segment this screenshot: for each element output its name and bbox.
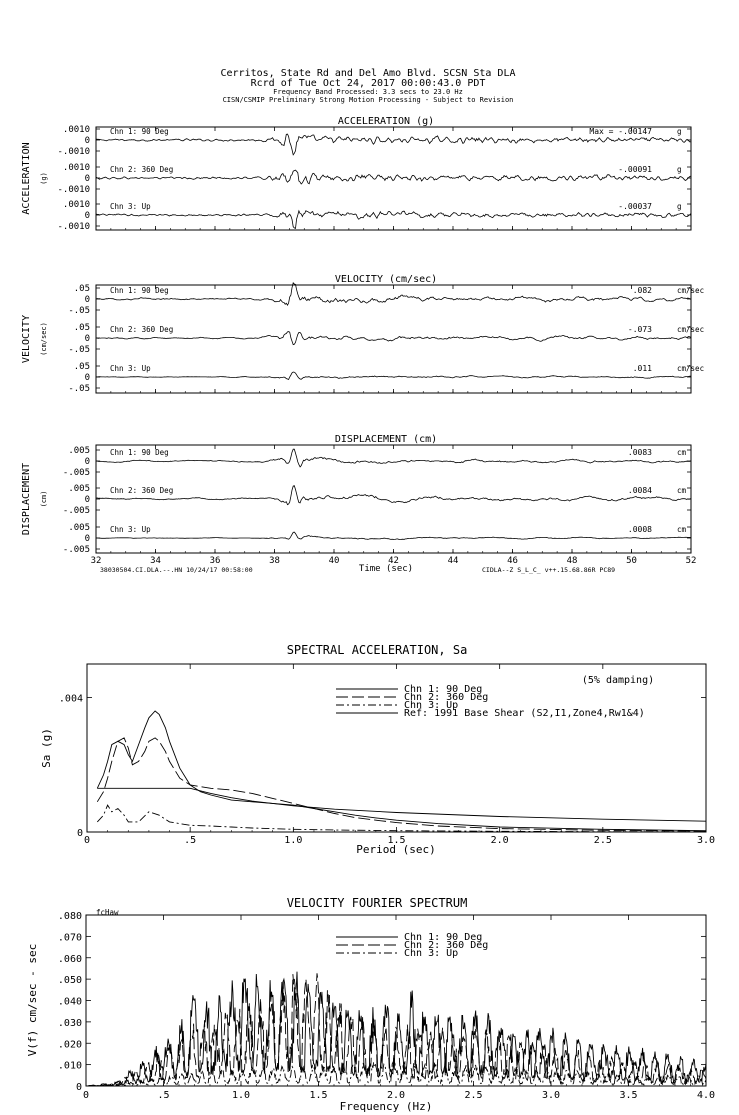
tick-label: 0 <box>84 334 90 344</box>
sa-series-line-2 <box>97 738 706 831</box>
time-tick-label: 36 <box>209 556 221 566</box>
disp-channel-2 <box>63 484 691 516</box>
trace-sections <box>21 116 704 555</box>
time-tick-label: 52 <box>685 556 697 566</box>
channel-label: Chn 1: 90 Deg <box>110 286 169 295</box>
tick-label: -.05 <box>68 384 90 394</box>
sa-xlabel: Period (sec) <box>356 843 436 856</box>
sa-legend-label: Chn 2: 360 Deg <box>404 692 489 703</box>
vel-channel-1 <box>68 283 704 316</box>
channel-label: Chn 2: 360 Deg <box>110 486 174 495</box>
sa-xtick-label: 1.5 <box>387 835 406 846</box>
max-value: Max = -.00147 <box>589 127 652 136</box>
fs-ytick-label: .040 <box>57 996 82 1008</box>
fs-xtick-label: 1.0 <box>231 1090 251 1101</box>
fs-legend-label: Chn 1: 90 Deg <box>404 932 483 943</box>
footer-left: 38030504.CI.DLA.--.HN 10/24/17 00:58:00 <box>100 566 253 574</box>
fs-ytick-label: .070 <box>57 932 82 944</box>
fs-xtick-label: 3.0 <box>541 1090 561 1101</box>
max-unit: cm/sec <box>677 364 705 373</box>
waveform-trace <box>96 170 691 184</box>
channel-label: Chn 3: Up <box>110 202 151 211</box>
time-tick-label: 48 <box>566 556 578 566</box>
header-record: Rcrd of Tue Oct 24, 2017 00:00:43.0 PDT <box>250 78 486 89</box>
fs-legend <box>336 932 488 959</box>
header-band: Frequency Band Processed: 3.3 secs to 23.0 Hz <box>273 88 463 96</box>
fs-ytick-label: .060 <box>57 953 82 965</box>
fs-xtick-label: 4.0 <box>696 1090 716 1101</box>
acc-channel-2 <box>57 163 691 195</box>
time-tick-label: 38 <box>269 556 280 566</box>
fs-legend-label: Chn 2: 360 Deg <box>404 940 489 951</box>
tick-label: -.005 <box>62 468 90 478</box>
tick-label: -.005 <box>62 545 90 555</box>
sa-title: SPECTRAL ACCELERATION, Sa <box>286 643 468 657</box>
tick-label: -.05 <box>68 345 90 355</box>
max-unit: g <box>677 127 682 136</box>
tick-label: .0010 <box>62 200 90 210</box>
acc-unit: (g) <box>40 172 48 185</box>
max-unit: g <box>677 165 682 174</box>
disp-channel-3 <box>63 523 691 555</box>
fs-ylabel: V(f) cm/sec - sec <box>26 943 39 1057</box>
disp-title: DISPLACEMENT (cm) <box>334 434 438 445</box>
fs-corner-label: fcHaw <box>96 908 119 917</box>
disp-unit: (cm) <box>40 490 48 508</box>
tick-label: 0 <box>84 534 90 544</box>
fs-title: VELOCITY FOURIER SPECTRUM <box>286 896 468 910</box>
vel-ylabel: VELOCITY <box>21 314 32 364</box>
max-value: -.073 <box>627 325 652 334</box>
sa-ytick-label: .004 <box>58 693 83 705</box>
waveform-trace <box>96 449 691 467</box>
time-tick-label: 40 <box>328 556 340 566</box>
tick-label: 0 <box>84 373 90 383</box>
vel-unit: (cm/sec) <box>40 322 48 356</box>
acc-ylabel: ACCELERATION <box>21 142 32 215</box>
sa-xtick-label: 3.0 <box>696 835 716 846</box>
sa-legend <box>336 684 645 719</box>
tick-label: -.0010 <box>57 147 90 157</box>
tick-label: .0010 <box>62 125 90 135</box>
sa-ytick-label: 0 <box>76 828 83 839</box>
fs-ytick-label: .010 <box>57 1060 82 1072</box>
sa-xtick-label: 1.0 <box>284 835 303 846</box>
acc-title: ACCELERATION (g) <box>337 116 435 127</box>
trace-section-disp <box>21 434 691 555</box>
trace-section-acc <box>21 116 691 232</box>
waveform-trace <box>96 332 691 345</box>
time-tick-label: 46 <box>507 556 518 566</box>
fs-ytick-label: .080 <box>57 911 82 922</box>
fs-xtick-label: 0 <box>82 1090 90 1101</box>
fs-xtick-label: 3.5 <box>619 1090 638 1101</box>
fs-ytick-label: 0 <box>75 1082 82 1093</box>
fs-xtick-label: 2.5 <box>464 1090 483 1101</box>
header-station: Cerritos, State Rd and Del Amo Blvd. SCSN Sta DLA <box>220 68 516 79</box>
max-unit: cm <box>677 486 687 495</box>
sa-xtick-label: 2.5 <box>593 835 612 846</box>
tick-label: 0 <box>84 457 90 467</box>
waveform-trace <box>96 486 691 505</box>
fs-ytick-label: .020 <box>57 1039 82 1051</box>
max-unit: cm/sec <box>677 325 705 334</box>
tick-label: .05 <box>73 362 90 372</box>
channel-label: Chn 1: 90 Deg <box>110 127 169 136</box>
max-value: .0083 <box>627 448 652 457</box>
sa-series-line-3 <box>97 805 706 832</box>
tick-label: .005 <box>68 523 90 533</box>
sa-legend-label: Chn 1: 90 Deg <box>404 684 483 695</box>
tick-label: .005 <box>68 446 90 456</box>
max-value: .0008 <box>627 525 652 534</box>
sa-legend-label: Ref: 1991 Base Shear (S2,I1,Zone4,Rw1&4) <box>404 708 645 719</box>
sa-xtick-label: 0 <box>83 835 91 846</box>
spectral-acceleration-chart <box>40 643 715 856</box>
sa-series-line-4 <box>97 788 706 821</box>
acc-channel-3 <box>57 200 691 232</box>
disp-channel-1 <box>63 446 691 478</box>
max-unit: cm/sec <box>677 286 705 295</box>
fs-ytick-label: .030 <box>57 1017 82 1029</box>
waveform-trace <box>96 134 691 155</box>
fs-series-line-1 <box>86 972 706 1086</box>
fs-xtick-label: 1.5 <box>309 1090 328 1101</box>
tick-label: 0 <box>84 136 90 146</box>
time-tick-label: 34 <box>150 556 161 566</box>
tick-label: .05 <box>73 323 90 333</box>
tick-label: 0 <box>84 295 90 305</box>
vel-channel-2 <box>68 323 704 355</box>
fourier-spectrum-chart <box>26 896 715 1113</box>
tick-label: .0010 <box>62 163 90 173</box>
max-value: -.00091 <box>618 165 652 174</box>
sa-series <box>97 711 706 832</box>
max-value: .011 <box>632 364 652 373</box>
max-unit: cm <box>677 525 687 534</box>
vel-channel-3 <box>68 362 704 394</box>
acc-channel-1 <box>57 125 691 157</box>
tick-label: -.0010 <box>57 185 90 195</box>
header-disclaimer: CISN/CSMIP Preliminary Strong Motion Processing - Subject to Revision <box>222 96 514 104</box>
sa-xtick-label: 2.0 <box>490 835 509 846</box>
time-tick-label: 42 <box>388 556 399 566</box>
tick-label: -.05 <box>68 306 90 316</box>
sa-ylabel: Sa (g) <box>40 728 53 768</box>
fs-ticks <box>58 911 715 1101</box>
fs-xtick-label: 2.0 <box>386 1090 406 1101</box>
disp-ylabel: DISPLACEMENT <box>21 462 32 536</box>
max-unit: g <box>677 202 682 211</box>
time-tick-label: 32 <box>90 556 102 566</box>
channel-label: Chn 1: 90 Deg <box>110 448 169 457</box>
vel-title: VELOCITY (cm/sec) <box>334 274 438 285</box>
tick-label: 0 <box>84 211 90 221</box>
sa-damping: (5% damping) <box>581 675 655 686</box>
channel-label: Chn 2: 360 Deg <box>110 325 174 334</box>
fs-legend-label: Chn 3: Up <box>404 948 459 959</box>
fs-series <box>86 972 706 1086</box>
fs-xlabel: Frequency (Hz) <box>339 1100 433 1113</box>
footer-right: CIDLA--Z S_L_C_ v++.15.68.86R PC89 <box>482 566 616 574</box>
max-value: -.00037 <box>618 202 652 211</box>
waveform-trace <box>96 532 691 539</box>
time-tick-label: 50 <box>626 556 637 566</box>
sa-legend-label: Chn 3: Up <box>404 700 459 711</box>
channel-label: Chn 3: Up <box>110 364 151 373</box>
tick-label: -.005 <box>62 506 90 516</box>
waveform-trace <box>96 372 691 380</box>
max-unit: cm <box>677 448 687 457</box>
time-axis-label: Time (sec) <box>358 564 414 574</box>
tick-label: .05 <box>73 284 90 294</box>
time-tick-label: 44 <box>447 556 459 566</box>
max-value: .0084 <box>627 486 652 495</box>
sa-xtick-label: .5 <box>184 835 197 846</box>
tick-label: .005 <box>68 484 90 494</box>
waveform-trace <box>96 211 691 229</box>
channel-label: Chn 3: Up <box>110 525 151 534</box>
max-value: .082 <box>632 286 652 295</box>
fs-ytick-label: .050 <box>57 975 82 987</box>
tick-label: -.0010 <box>57 222 90 232</box>
fs-xtick-label: .5 <box>157 1090 170 1101</box>
tick-label: 0 <box>84 174 90 184</box>
trace-section-vel <box>21 274 704 394</box>
channel-label: Chn 2: 360 Deg <box>110 165 174 174</box>
tick-label: 0 <box>84 495 90 505</box>
